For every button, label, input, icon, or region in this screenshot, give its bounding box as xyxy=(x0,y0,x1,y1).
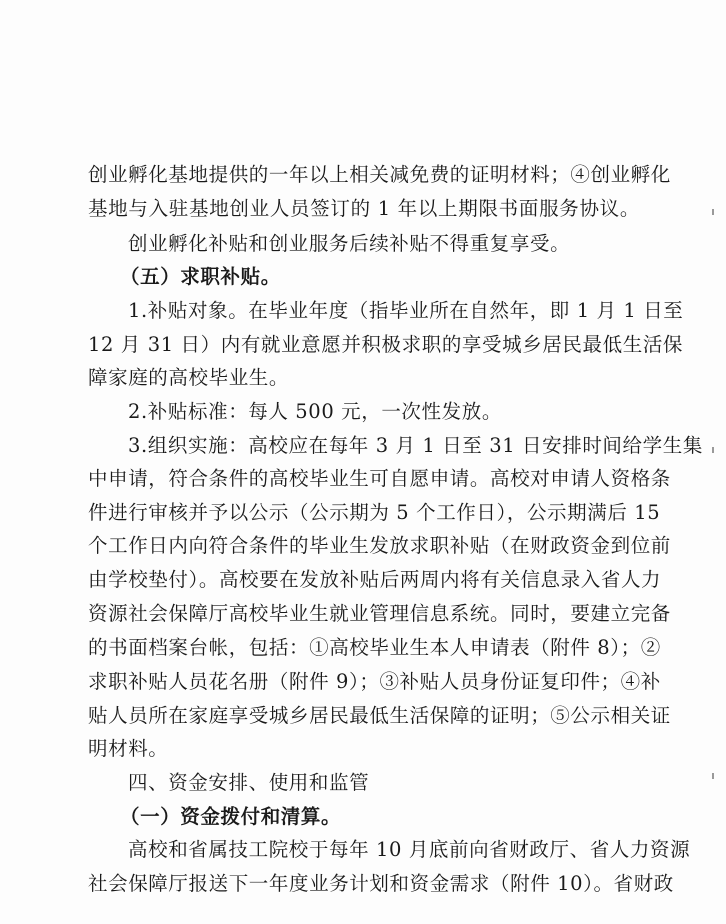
subsection-heading: （一）资金拨付和清算。 xyxy=(120,805,342,828)
paragraph-line: 中申请，符合条件的高校毕业生可自愿申请。高校对申请人资格条 xyxy=(88,467,671,490)
paragraph-line: 12 月 31 日）内有就业意愿并积极求职的享受城乡居民最低生活保 xyxy=(88,333,684,356)
paragraph-line: 障家庭的高校毕业生。 xyxy=(88,366,290,389)
paragraph-line: 3.组织实施：高校应在每年 3 月 1 日至 31 日安排时间给学生集 xyxy=(128,434,703,457)
scan-mark xyxy=(712,773,714,779)
paragraph-line: 资源社会保障厅高校毕业生就业管理信息系统。同时，要建立完备 xyxy=(88,602,671,625)
scan-mark xyxy=(712,209,714,215)
scan-mark xyxy=(712,447,714,453)
paragraph-line: 社会保障厅报送下一年度业务计划和资金需求（附件 10）。省财政 xyxy=(88,872,674,895)
paragraph-line: 创业孵化补贴和创业服务后续补贴不得重复享受。 xyxy=(128,232,571,255)
paragraph-line: 基地与入驻基地创业人员签订的 1 年以上期限书面服务协议。 xyxy=(88,197,640,220)
paragraph-line: 创业孵化基地提供的一年以上相关减免费的证明材料；④创业孵化 xyxy=(88,163,671,186)
paragraph-line: 1.补贴对象。在毕业年度（指毕业所在自然年，即 1 月 1 日至 xyxy=(128,299,684,322)
paragraph-line: 求职补贴人员花名册（附件 9）；③补贴人员身份证复印件；④补 xyxy=(88,670,661,693)
section-heading: 四、资金安排、使用和监管 xyxy=(128,771,370,794)
paragraph-line: 2.补贴标准：每人 500 元，一次性发放。 xyxy=(128,400,502,423)
paragraph-line: 由学校垫付）。高校要在发放补贴后两周内将有关信息录入省人力 xyxy=(88,568,662,591)
paragraph-line: 贴人员所在家庭享受城乡居民最低生活保障的证明；⑤公示相关证 xyxy=(88,704,671,727)
paragraph-line: 高校和省属技工院校于每年 10 月底前向省财政厅、省人力资源 xyxy=(128,838,691,861)
section-heading: （五）求职补贴。 xyxy=(120,265,281,288)
paragraph-line: 件进行审核并予以公示（公示期为 5 个工作日），公示期满后 15 xyxy=(88,501,661,524)
paragraph-line: 明材料。 xyxy=(88,737,169,760)
paragraph-line: 的书面档案台帐，包括：①高校毕业生本人申请表（附件 8）；② xyxy=(88,636,661,659)
paragraph-line: 个工作日内向符合条件的毕业生发放求职补贴（在财政资金到位前 xyxy=(88,534,671,557)
